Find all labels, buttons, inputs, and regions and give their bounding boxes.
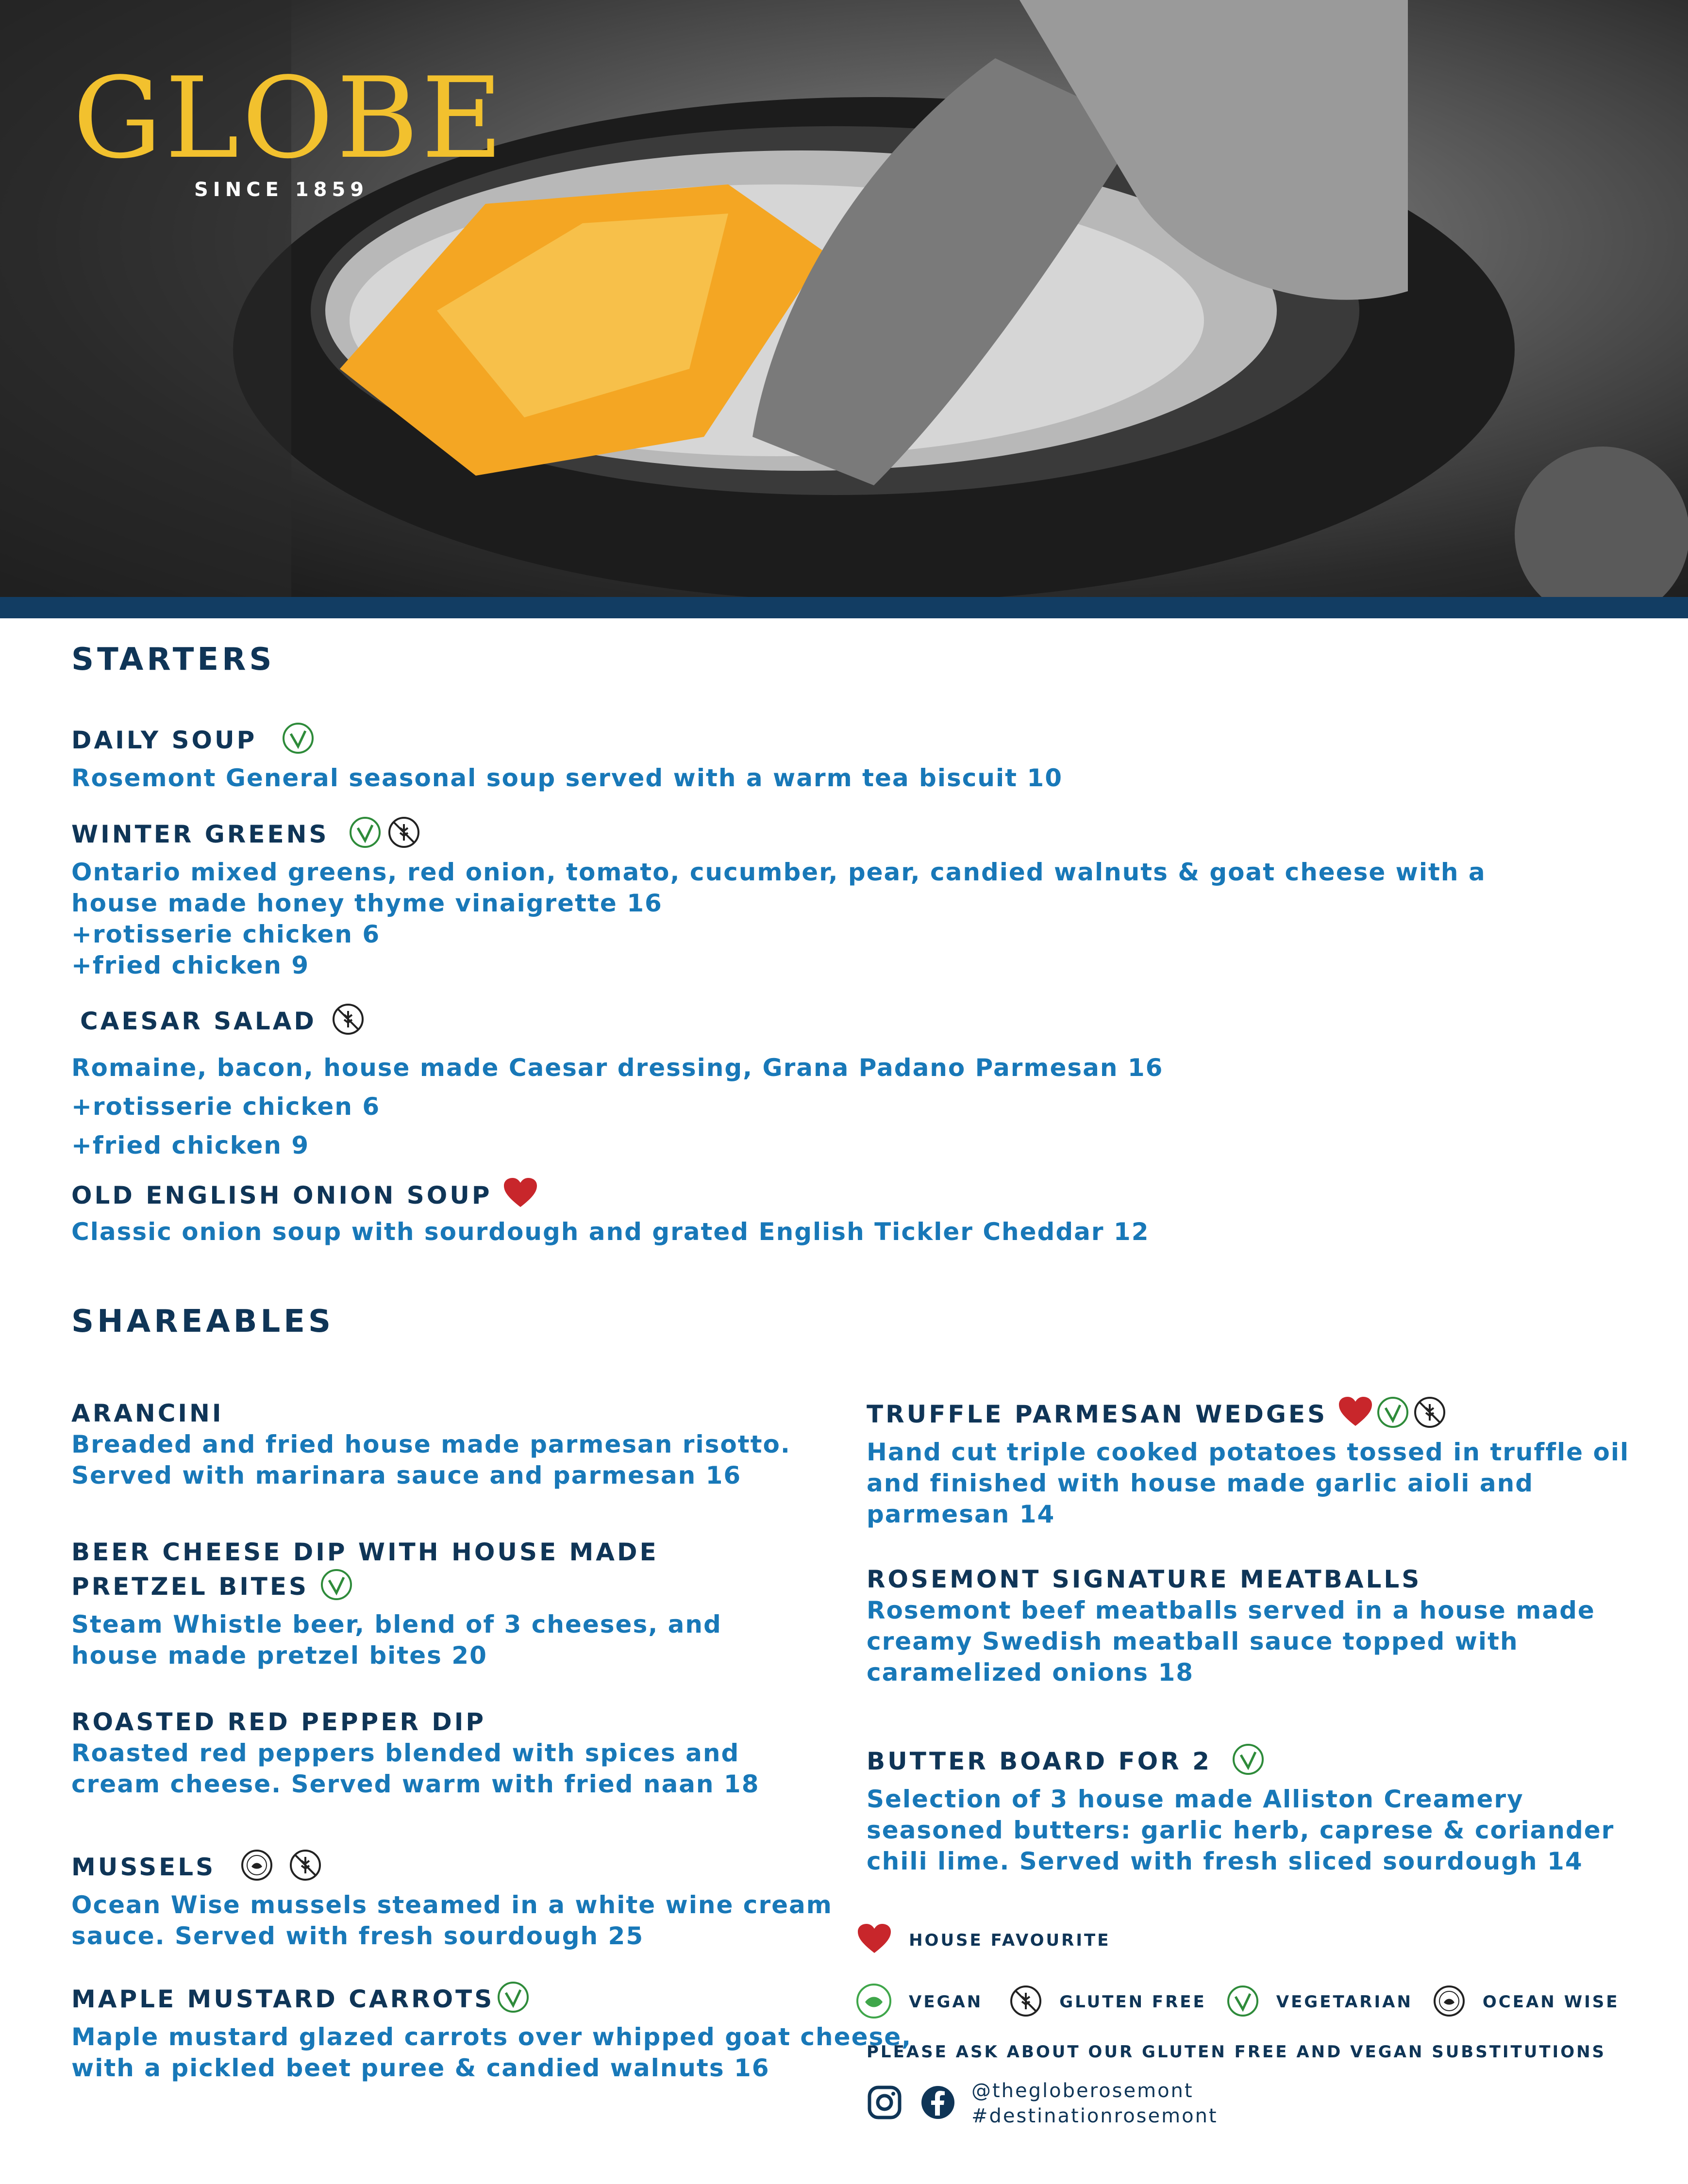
item-desc: Classic onion soup with sourdough and grated English Tickler Cheddar 12 xyxy=(71,1218,1150,1246)
item-title: TRUFFLE PARMESAN WEDGES xyxy=(867,1395,1629,1437)
social-text xyxy=(971,2078,1218,2129)
item-title: WINTER GREENS xyxy=(71,815,1486,857)
section-heading-starters: STARTERS xyxy=(71,642,275,678)
item-desc: Romaine, bacon, house made Caesar dressing, Grana Padano Parmesan 16 xyxy=(71,1054,1164,1082)
facebook-icon[interactable] xyxy=(920,2085,956,2122)
gluten-free-icon xyxy=(1009,1984,1043,2020)
heart-icon xyxy=(857,1924,892,1957)
item-title: ROASTED RED PEPPER DIP xyxy=(71,1708,486,1736)
item-title: BEER CHEESE DIP WITH HOUSE MADE xyxy=(71,1538,659,1566)
menu-item-red-pepper-dip xyxy=(71,1706,760,1800)
menu-item-caesar-salad xyxy=(71,1002,1163,1161)
vegetarian-icon xyxy=(348,815,382,857)
ocean-wise-icon xyxy=(240,1848,274,1889)
brand-since: SINCE 1859 xyxy=(194,179,369,201)
item-desc: house made pretzel bites 20 xyxy=(71,1641,487,1670)
item-addon: +rotisserie chicken 6 xyxy=(71,920,381,948)
item-title: MAPLE MUSTARD CARROTS xyxy=(71,1980,912,2021)
heart-icon xyxy=(503,1178,538,1216)
gluten-free-icon xyxy=(1413,1395,1447,1437)
item-title-continued: PRETZEL BITES xyxy=(71,1568,722,1609)
vegetarian-icon xyxy=(1231,1742,1265,1784)
legend-house-favourite xyxy=(857,1924,1110,1957)
section-heading-shareables: SHAREABLES xyxy=(71,1304,334,1340)
vegetarian-icon xyxy=(319,1568,353,1609)
gluten-free-icon xyxy=(288,1848,322,1889)
legend-label: OCEAN WISE xyxy=(1482,1992,1620,2012)
vegetarian-icon xyxy=(281,721,315,762)
item-desc: seasoned butters: garlic herb, caprese & coriander xyxy=(867,1816,1615,1844)
menu-item-winter-greens xyxy=(71,815,1486,981)
brand-logo: GLOBE xyxy=(73,54,506,183)
item-desc: and finished with house made garlic aioli and xyxy=(867,1469,1534,1497)
item-desc: Steam Whistle beer, blend of 3 cheeses, and xyxy=(71,1610,722,1638)
header-band xyxy=(0,597,1688,618)
legend-label: HOUSE FAVOURITE xyxy=(909,1931,1111,1950)
item-addon: +fried chicken 9 xyxy=(71,1131,310,1159)
item-title: BUTTER BOARD FOR 2 xyxy=(867,1742,1614,1784)
menu-item-arancini xyxy=(71,1398,791,1491)
item-desc: Breaded and fried house made parmesan risotto. xyxy=(71,1430,791,1458)
menu-item-meatballs xyxy=(867,1564,1595,1688)
menu-item-beer-cheese-dip xyxy=(71,1537,722,1671)
menu-item-daily-soup xyxy=(71,721,1063,794)
hero-photo xyxy=(0,0,1688,597)
menu-item-mussels xyxy=(71,1848,833,1952)
item-addon: +rotisserie chicken 6 xyxy=(71,1092,381,1121)
legend-label: VEGETARIAN xyxy=(1276,1992,1413,2012)
gluten-free-icon xyxy=(331,1002,365,1043)
heart-icon xyxy=(1338,1397,1373,1435)
social-hashtag[interactable]: #destinationrosemont xyxy=(971,2105,1218,2127)
item-desc: parmesan 14 xyxy=(867,1500,1055,1528)
menu-item-maple-carrots xyxy=(71,1980,912,2084)
item-addon: +fried chicken 9 xyxy=(71,951,310,979)
item-desc: Rosemont beef meatballs served in a house made xyxy=(867,1596,1595,1624)
item-desc: caramelized onions 18 xyxy=(867,1658,1194,1687)
social-links xyxy=(867,2078,1218,2129)
item-desc: cream cheese. Served warm with fried naan 18 xyxy=(71,1770,760,1798)
vegetarian-icon xyxy=(1376,1395,1410,1437)
item-title: DAILY SOUP xyxy=(71,721,1063,762)
item-title: CAESAR SALAD xyxy=(71,1002,1163,1043)
item-desc: Rosemont General seasonal soup served with a warm tea biscuit 10 xyxy=(71,764,1063,792)
vegetarian-icon xyxy=(1226,1984,1260,2020)
vegan-icon xyxy=(855,1983,892,2021)
substitutions-note: PLEASE ASK ABOUT OUR GLUTEN FREE AND VEGAN SUBSTITUTIONS xyxy=(867,2042,1606,2062)
item-desc: Ocean Wise mussels steamed in a white wine cream xyxy=(71,1891,833,1919)
legend-label: VEGAN xyxy=(909,1992,983,2012)
menu-item-truffle-wedges xyxy=(867,1395,1629,1530)
ocean-wise-icon xyxy=(1432,1984,1466,2020)
item-desc: Selection of 3 house made Alliston Creamery xyxy=(867,1785,1524,1813)
item-desc: Roasted red peppers blended with spices and xyxy=(71,1739,740,1767)
menu-item-butter-board xyxy=(867,1742,1614,1877)
menu-item-onion-soup xyxy=(71,1178,1150,1247)
vegetarian-icon xyxy=(496,1980,530,2021)
item-desc: house made honey thyme vinaigrette 16 xyxy=(71,889,663,917)
gluten-free-icon xyxy=(387,815,421,857)
item-desc: Maple mustard glazed carrots over whipped goat cheese, xyxy=(71,2023,912,2051)
item-desc: Hand cut triple cooked potatoes tossed in truffle oil xyxy=(867,1438,1630,1466)
instagram-icon[interactable] xyxy=(867,2085,902,2122)
item-desc: creamy Swedish meatball sauce topped with xyxy=(867,1627,1519,1655)
legend-label: GLUTEN FREE xyxy=(1059,1992,1206,2012)
legend-dietary xyxy=(855,1983,1652,2021)
item-desc: Ontario mixed greens, red onion, tomato, cucumber, pear, candied walnuts & goat cheese with a xyxy=(71,858,1486,886)
item-desc: sauce. Served with fresh sourdough 25 xyxy=(71,1922,644,1950)
item-title: MUSSELS xyxy=(71,1848,833,1889)
item-title: ROSEMONT SIGNATURE MEATBALLS xyxy=(867,1565,1422,1593)
item-desc: Served with marinara sauce and parmesan 16 xyxy=(71,1461,742,1489)
social-handle[interactable]: @thegloberosemont xyxy=(971,2080,1194,2102)
item-title: OLD ENGLISH ONION SOUP xyxy=(71,1178,1150,1216)
item-desc: with a pickled beet puree & candied walnuts 16 xyxy=(71,2054,770,2082)
item-desc: chili lime. Served with fresh sliced sourdough 14 xyxy=(867,1847,1583,1875)
item-title: ARANCINI xyxy=(71,1399,224,1427)
